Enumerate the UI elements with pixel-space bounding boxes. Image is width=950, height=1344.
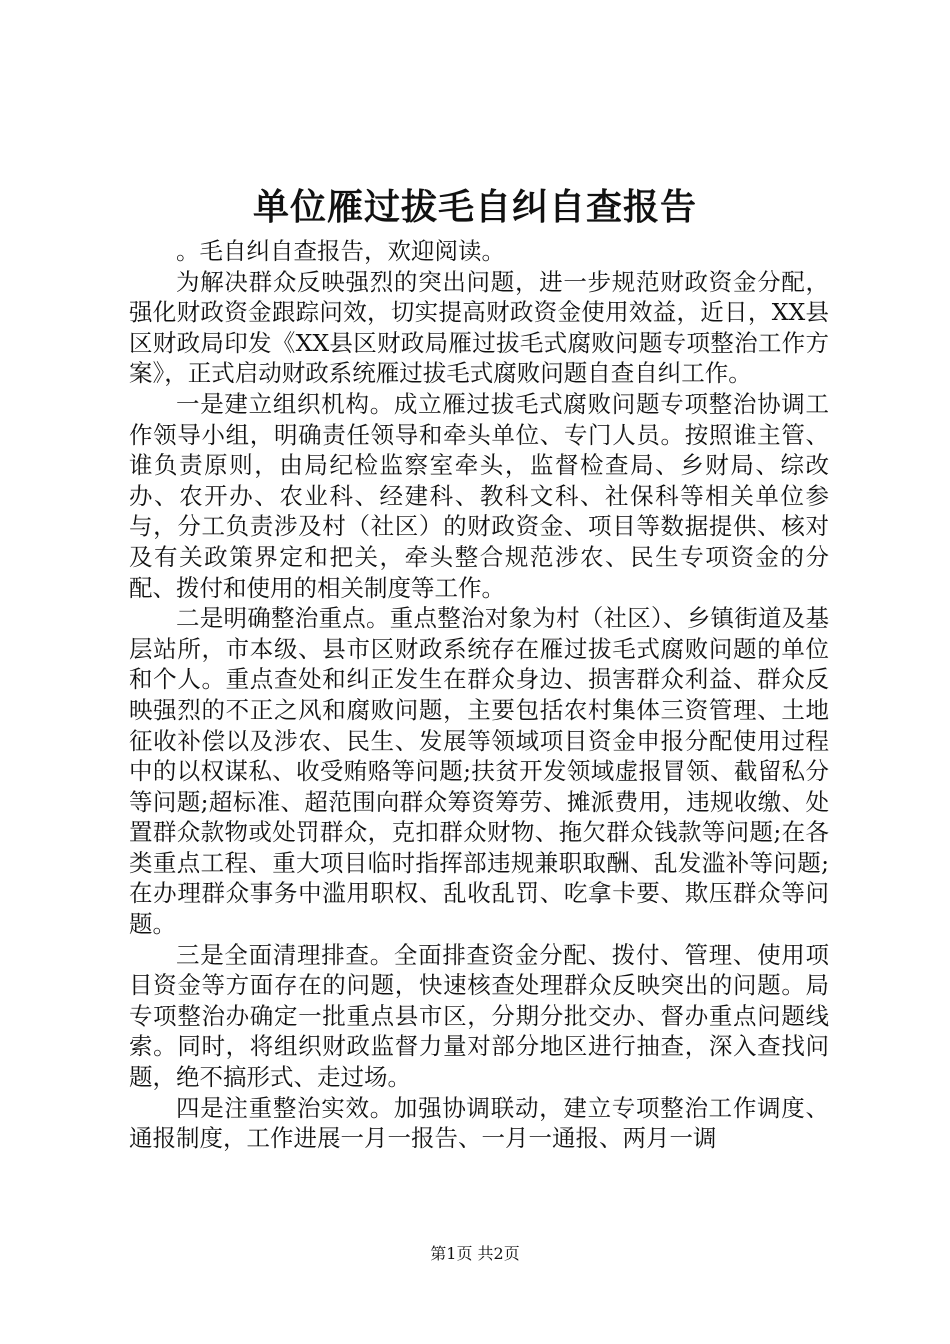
page-footer: 第1页 共2页 — [430, 1244, 520, 1263]
paragraph-focus: 二是明确整治重点。重点整治对象为村（社区）、乡镇街道及基层站所，市本级、县市区财政系统存在雁过拔毛式腐败问题的单位和个人。重点查处和纠正发生在群众身边、损害群众利益、群众反映强烈的不正之风和腐败问题，主要包括农村集体三资管理、土地征收补偿以及涉农、民生、发展等领域项目资金申报分配使用过程中的以权谋私、收受贿赂等问题;扶贫开发领域虚报冒领、截留私分等问题;超标准、超范围向群众筹资筹劳、摊派费用，违规收缴、处置群众款物或处罚群众，克扣群众财物、拖欠群众钱款等问题;在各类重点工程、重大项目临时指挥部违规兼职取酬、乱发滥补等问题;在办理群众事务中滥用职权、乱收乱罚、吃拿卡要、欺压群众等问题。 — [129, 604, 829, 939]
paragraph-organization: 一是建立组织机构。成立雁过拔毛式腐败问题专项整治协调工作领导小组，明确责任领导和牵头单位、专门人员。按照谁主管、谁负责原则，由局纪检监察室牵头，监督检查局、乡财局、综改办、农开办、农业科、经建科、教科文科、社保科等相关单位参与，分工负责涉及村（社区）的财政资金、项目等数据提供、核对及有关政策界定和把关，牵头整合规范涉农、民生专项资金的分配、拨付和使用的相关制度等工作。 — [129, 389, 829, 602]
document-title: 单位雁过拔毛自纠自查报告 — [252, 187, 697, 228]
paragraph-intro: 。毛自纠自查报告，欢迎阅读。 — [176, 237, 505, 265]
paragraph-effectiveness: 四是注重整治实效。加强协调联动，建立专项整治工作调度、通报制度，工作进展一月一报告、一月一通报、两月一调 — [129, 1093, 829, 1153]
paragraph-background: 为解决群众反映强烈的突出问题，进一步规范财政资金分配，强化财政资金跟踪问效，切实提高财政资金使用效益，近日，XX县区财政局印发《XX县区财政局雁过拔毛式腐败问题专项整治工作方案》，正式启动财政系统雁过拔毛式腐败问题自查自纠工作。 — [129, 267, 829, 388]
paragraph-inspection: 三是全面清理排查。全面排查资金分配、拨付、管理、使用项目资金等方面存在的问题，快速核查处理群众反映突出的问题。局专项整治办确定一批重点县市区，分期分批交办、督办重点问题线索。同时，将组织财政监督力量对部分地区进行抽查，深入查找问题，绝不搞形式、走过场。 — [129, 940, 829, 1092]
document-body — [129, 236, 829, 1154]
